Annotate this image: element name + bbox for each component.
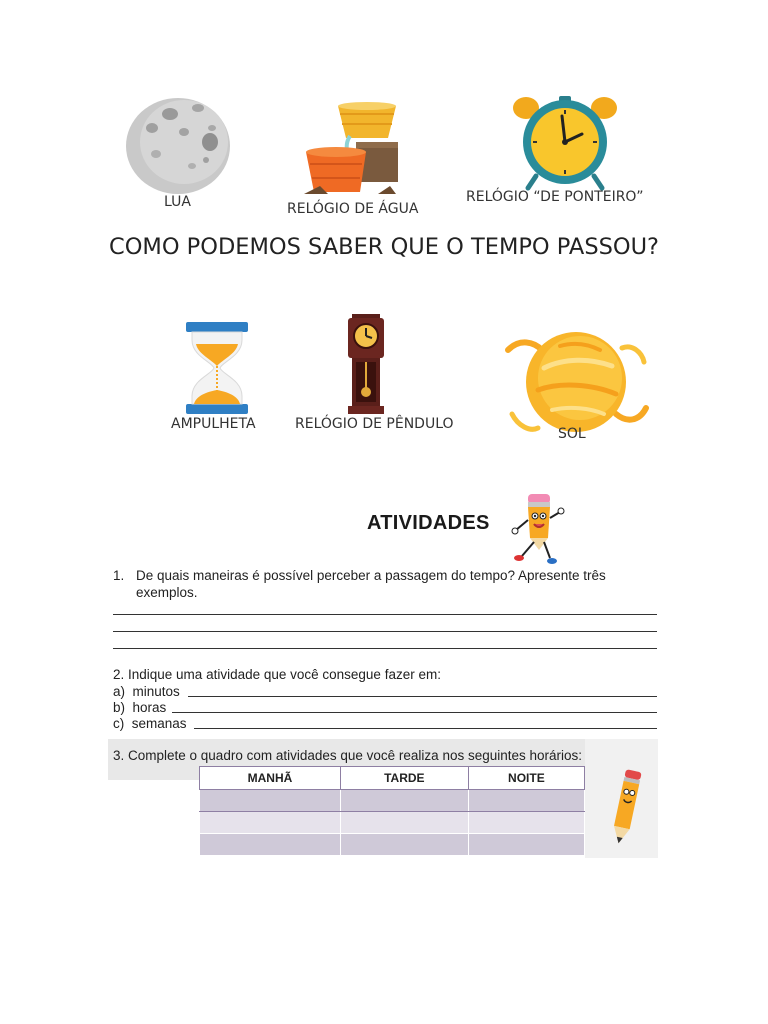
table-header-row xyxy=(200,767,585,790)
q2-item-label: horas xyxy=(132,700,167,715)
table-cell[interactable] xyxy=(468,812,584,834)
alarm-clock-icon xyxy=(510,94,620,192)
table-row xyxy=(200,834,585,856)
q2-answer-line-c[interactable] xyxy=(194,728,657,729)
q2-title: 2. Indique uma atividade que você consegue fazer em: xyxy=(113,667,441,682)
q2-item-label: semanas xyxy=(131,716,187,731)
moon-icon xyxy=(122,96,234,196)
table-cell[interactable] xyxy=(200,812,341,834)
sun-icon xyxy=(504,328,650,438)
table-cell[interactable] xyxy=(340,790,468,812)
activities-title: ATIVIDADES xyxy=(367,512,490,534)
q3-title: 3. Complete o quadro com atividades que você realiza nos seguintes horários: xyxy=(113,748,583,763)
answer-line-1[interactable] xyxy=(113,614,657,615)
table-cell[interactable] xyxy=(468,834,584,856)
schedule-table xyxy=(199,766,585,856)
caption-relogio-agua: RELÓGIO DE ÁGUA xyxy=(287,201,419,217)
table-cell[interactable] xyxy=(468,790,584,812)
pencil-icon xyxy=(610,768,642,848)
main-question: COMO PODEMOS SABER QUE O TEMPO PASSOU? xyxy=(108,234,660,260)
answer-line-2[interactable] xyxy=(113,631,657,632)
q2-item-label: minutos xyxy=(132,684,180,699)
water-clock-icon xyxy=(300,100,410,200)
caption-lua: LUA xyxy=(164,194,191,210)
table-cell[interactable] xyxy=(200,790,341,812)
q2-answer-line-b[interactable] xyxy=(172,712,657,713)
header-tarde: TARDE xyxy=(340,767,468,790)
q2-item-letter: c) xyxy=(113,716,125,731)
caption-ampulheta: AMPULHETA xyxy=(171,416,256,432)
q2-answer-line-a[interactable] xyxy=(188,696,657,697)
header-noite: NOITE xyxy=(468,767,584,790)
q1-number: 1. xyxy=(113,568,125,583)
header-manha: MANHÃ xyxy=(200,767,341,790)
table-row xyxy=(200,812,585,834)
table-cell[interactable] xyxy=(340,834,468,856)
table-cell[interactable] xyxy=(200,834,341,856)
q1-text-line2: exemplos. xyxy=(136,585,198,600)
caption-relogio-ponteiro: RELÓGIO “DE PONTEIRO” xyxy=(466,189,644,205)
q2-item-letter: b) xyxy=(113,700,126,715)
table-cell[interactable] xyxy=(340,812,468,834)
pencil-mascot-icon xyxy=(510,490,566,566)
q1-text-line1: De quais maneiras é possível perceber a passagem do tempo? Apresente três xyxy=(136,568,606,583)
table-row xyxy=(200,790,585,812)
caption-sol: SOL xyxy=(558,426,586,442)
hourglass-icon xyxy=(180,320,254,416)
caption-relogio-pendulo: RELÓGIO DE PÊNDULO xyxy=(295,416,454,432)
q2-item-letter: a) xyxy=(113,684,126,699)
pendulum-clock-icon xyxy=(344,312,388,416)
answer-line-3[interactable] xyxy=(113,648,657,649)
